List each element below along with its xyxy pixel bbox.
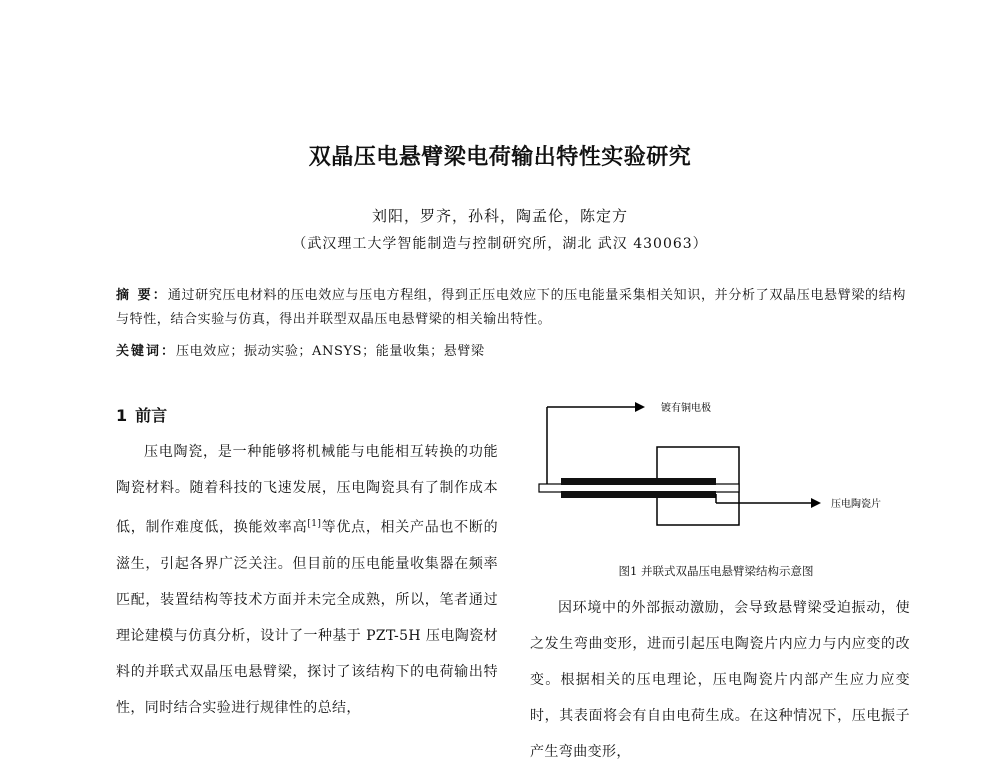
label-piezo-sheet: 压电陶瓷片 bbox=[831, 499, 881, 510]
keywords-label: 关键词： bbox=[116, 344, 177, 359]
bottom-arrow-head bbox=[811, 498, 821, 508]
figure-1-diagram bbox=[535, 395, 915, 555]
keywords-text: 压电效应；振动实验；ANSYS；能量收集；悬臂梁 bbox=[176, 344, 485, 359]
abstract bbox=[116, 284, 906, 332]
intro-paragraph bbox=[116, 434, 498, 726]
citation: [1] bbox=[307, 519, 322, 529]
paper-title: 双晶压电悬臂梁电荷输出特性实验研究 bbox=[308, 145, 692, 170]
abstract-label: 摘 要： bbox=[116, 288, 168, 303]
top-arrow-head bbox=[635, 402, 645, 412]
figure-caption: 图1 并联式双晶压电悬臂梁结构示意图 bbox=[618, 564, 814, 578]
right-paragraph: 因环境中的外部振动激励，会导致悬臂梁受迫振动，使之发生弯曲变形，进而引起压电陶瓷片内应力与内应变的改变。根据相关的压电理论，压电陶瓷片内部产生应力应变时，其表面将会有自由电荷生成。在这种情况下，压电振子产生弯曲变形， bbox=[530, 600, 910, 760]
section-number: 1 bbox=[116, 406, 128, 425]
section-heading bbox=[116, 403, 167, 426]
affiliation: （武汉理工大学智能制造与控制研究所，湖北 武汉 430063） bbox=[292, 236, 708, 252]
left-column-text bbox=[116, 434, 498, 726]
abstract-text: 通过研究压电材料的压电效应与压电方程组，得到正压电效应下的压电能量采集相关知识，并分析了双晶压电悬臂梁的结构与特性，结合实验与仿真，得出并联型双晶压电悬臂梁的相关输出特性。 bbox=[116, 288, 906, 327]
right-column-text bbox=[530, 590, 910, 770]
piezo-layer-bottom bbox=[561, 491, 716, 498]
keywords bbox=[116, 340, 906, 359]
intro-text-part2: 等优点，相关产品也不断的滋生，引起各界广泛关注。但目前的压电能量收集器在频率匹配，装置结构等技术方面并未完全成熟，所以，笔者通过理论建模与仿真分析，设计了一种基于 PZT-5H 压电陶瓷材料的并联式双晶压电悬臂梁，探讨了该结构下的电荷输出特性，同时结合实验进行规律性的总结， bbox=[116, 519, 498, 716]
substrate-beam bbox=[539, 484, 739, 492]
piezo-layer-top bbox=[561, 478, 716, 485]
label-copper-electrode: 镀有铜电极 bbox=[661, 403, 711, 414]
section-title: 前言 bbox=[135, 406, 168, 425]
intro-text-part1: 压电陶瓷，是一种能够将机械能与电能相互转换的功能陶瓷材料。随着科技的飞速发展，压电陶瓷具有了制作成本低，制作难度低，换能效率高 bbox=[116, 444, 498, 536]
authors: 刘阳，罗齐，孙科，陶孟伦，陈定方 bbox=[371, 207, 628, 225]
